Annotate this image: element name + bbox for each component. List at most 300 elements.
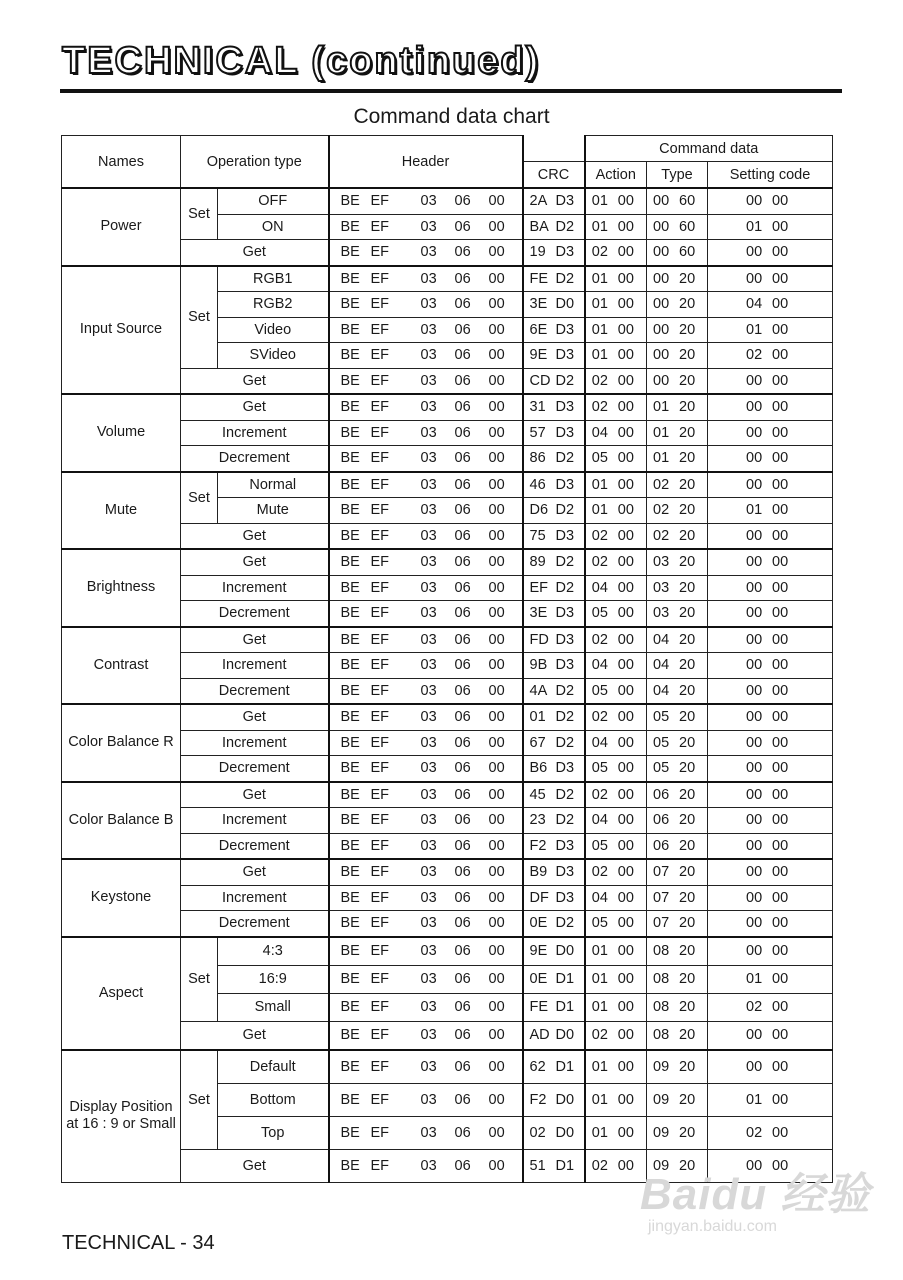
type-byte: 00 <box>653 347 670 364</box>
header-bytes-cell <box>329 549 523 575</box>
setting-code-byte: 00 <box>772 999 789 1015</box>
action-cell <box>585 937 647 966</box>
setting-code-cell <box>708 1021 833 1050</box>
operation-cell: Top <box>218 1116 329 1149</box>
setting-code-cell <box>708 1083 833 1116</box>
header-bytes-cell <box>329 343 523 369</box>
set-cell: Set <box>181 472 218 524</box>
type-byte: 00 <box>653 296 670 313</box>
header-byte: BE <box>340 605 360 622</box>
type-cell <box>647 704 708 730</box>
crc-byte: 23 <box>529 812 546 829</box>
table-row <box>62 394 833 420</box>
action-byte: 05 <box>591 915 608 932</box>
crc-byte: D2 <box>555 786 575 803</box>
header-byte: 03 <box>420 786 437 803</box>
type-cell <box>647 420 708 446</box>
type-byte: 02 <box>653 527 670 544</box>
action-byte: 02 <box>591 372 608 389</box>
action-byte: 00 <box>617 193 634 210</box>
type-byte: 05 <box>653 734 670 751</box>
crc-byte: D3 <box>555 424 575 441</box>
table-row <box>62 627 833 653</box>
setting-code-byte: 00 <box>746 864 763 881</box>
header-bytes-cell <box>329 1050 523 1084</box>
action-byte: 00 <box>617 915 634 932</box>
action-cell <box>585 446 647 472</box>
type-byte: 20 <box>679 812 696 829</box>
crc-byte: F2 <box>529 837 547 854</box>
header-byte: 06 <box>454 579 471 596</box>
action-byte: 01 <box>591 270 608 287</box>
action-byte: 01 <box>591 321 608 338</box>
action-byte: 00 <box>617 1157 634 1174</box>
header-byte: 03 <box>420 218 437 235</box>
action-byte: 02 <box>591 786 608 803</box>
header-byte: 00 <box>488 554 505 571</box>
crc-byte: D1 <box>555 1157 575 1174</box>
action-cell <box>585 1050 647 1084</box>
setting-code-byte: 00 <box>772 270 789 287</box>
action-cell <box>585 188 647 214</box>
watermark-url: jingyan.baidu.com <box>648 1218 777 1235</box>
crc-cell <box>523 653 585 679</box>
action-byte: 01 <box>591 193 608 210</box>
action-byte: 02 <box>591 399 608 416</box>
header-byte: BE <box>340 193 360 210</box>
header-byte: 06 <box>454 605 471 622</box>
header-byte: BE <box>340 424 360 441</box>
header-byte: BE <box>340 999 360 1015</box>
type-cell <box>647 266 708 292</box>
crc-byte: 2A <box>529 193 548 210</box>
header-bytes-cell <box>329 730 523 756</box>
action-byte: 01 <box>591 296 608 313</box>
action-byte: 02 <box>591 244 608 261</box>
type-byte: 07 <box>653 864 670 881</box>
header-byte: 03 <box>420 1058 437 1075</box>
action-byte: 00 <box>617 864 634 881</box>
row-name-cell: Color Balance B <box>62 782 181 860</box>
action-byte: 00 <box>617 450 634 467</box>
action-cell <box>585 808 647 834</box>
header-byte: EF <box>370 554 390 571</box>
crc-cell <box>523 1021 585 1050</box>
header-byte: BE <box>340 244 360 261</box>
setting-code-cell <box>708 420 833 446</box>
header-byte: 06 <box>454 786 471 803</box>
header-byte: BE <box>340 915 360 932</box>
crc-cell <box>523 292 585 318</box>
header-byte: 03 <box>420 1157 437 1174</box>
type-cell <box>647 368 708 394</box>
type-byte: 07 <box>653 915 670 932</box>
action-byte: 00 <box>617 709 634 726</box>
header-byte: BE <box>340 296 360 313</box>
action-byte: 04 <box>591 889 608 906</box>
header-byte: EF <box>370 605 390 622</box>
action-byte: 00 <box>617 889 634 906</box>
action-byte: 02 <box>591 864 608 881</box>
header-byte: BE <box>340 971 360 987</box>
action-byte: 04 <box>591 657 608 674</box>
setting-code-byte: 00 <box>772 296 789 313</box>
setting-code-byte: 00 <box>772 372 789 389</box>
setting-code-cell <box>708 292 833 318</box>
type-byte: 20 <box>679 347 696 364</box>
header-byte: 03 <box>420 372 437 389</box>
setting-code-cell <box>708 937 833 966</box>
header-bytes-cell <box>329 266 523 292</box>
crc-byte: 3E <box>529 296 548 313</box>
header-byte: 06 <box>454 527 471 544</box>
crc-byte: 3E <box>529 605 548 622</box>
type-byte: 20 <box>679 1157 696 1174</box>
action-byte: 05 <box>591 450 608 467</box>
setting-code-byte: 00 <box>746 527 763 544</box>
crc-cell <box>523 808 585 834</box>
crc-cell <box>523 678 585 704</box>
header-byte: BE <box>340 709 360 726</box>
header-byte: 06 <box>454 999 471 1015</box>
type-byte: 20 <box>679 450 696 467</box>
header-byte: EF <box>370 657 390 674</box>
setting-code-byte: 00 <box>746 270 763 287</box>
header-byte: EF <box>370 527 390 544</box>
setting-code-byte: 00 <box>772 1027 789 1043</box>
type-byte: 04 <box>653 631 670 648</box>
operation-cell: Decrement <box>181 601 329 627</box>
crc-byte: 62 <box>529 1058 546 1075</box>
type-byte: 08 <box>653 943 670 959</box>
action-byte: 05 <box>591 682 608 699</box>
header-byte: 00 <box>488 218 505 235</box>
header-byte: EF <box>370 812 390 829</box>
action-cell <box>585 343 647 369</box>
action-byte: 00 <box>617 837 634 854</box>
type-byte: 03 <box>653 554 670 571</box>
action-cell <box>585 575 647 601</box>
header-bytes-cell <box>329 833 523 859</box>
operation-cell: Decrement <box>181 833 329 859</box>
header-byte: EF <box>370 786 390 803</box>
type-cell <box>647 394 708 420</box>
setting-code-cell <box>708 859 833 885</box>
header-bytes-cell <box>329 627 523 653</box>
header-bytes-cell <box>329 575 523 601</box>
chart-subtitle: Command data chart <box>353 105 550 128</box>
header-byte: 03 <box>420 760 437 777</box>
setting-code-byte: 00 <box>746 554 763 571</box>
crc-byte: FE <box>529 270 549 287</box>
operation-cell: Get <box>181 1149 329 1182</box>
header-byte: 06 <box>454 682 471 699</box>
crc-cell <box>523 833 585 859</box>
operation-cell: Normal <box>218 472 329 498</box>
header-byte: BE <box>340 864 360 881</box>
setting-code-byte: 00 <box>746 915 763 932</box>
header-byte: 03 <box>420 1124 437 1141</box>
header-header: Header <box>329 136 523 189</box>
setting-code-byte: 00 <box>772 1058 789 1075</box>
crc-byte: 6E <box>529 321 548 338</box>
type-byte: 20 <box>679 1027 696 1043</box>
type-byte: 09 <box>653 1091 670 1108</box>
header-byte: 00 <box>488 450 505 467</box>
header-byte: 06 <box>454 971 471 987</box>
table-row <box>62 549 833 575</box>
crc-byte: D2 <box>555 554 575 571</box>
setting-code-byte: 00 <box>772 1124 789 1141</box>
type-cell <box>647 472 708 498</box>
header-byte: 03 <box>420 1027 437 1043</box>
header-byte: EF <box>370 889 390 906</box>
action-cell <box>585 911 647 937</box>
header-byte: 06 <box>454 424 471 441</box>
title-underline <box>60 89 842 93</box>
action-byte: 04 <box>591 734 608 751</box>
header-byte: 00 <box>488 786 505 803</box>
action-byte: 00 <box>617 476 634 493</box>
setting-code-cell <box>708 993 833 1021</box>
table-row <box>62 859 833 885</box>
crc-cell <box>523 472 585 498</box>
operation-cell: Get <box>181 394 329 420</box>
row-name-cell: Color Balance R <box>62 704 181 782</box>
operation-cell: Get <box>181 859 329 885</box>
action-byte: 00 <box>617 347 634 364</box>
header-byte: BE <box>340 218 360 235</box>
action-byte: 00 <box>617 812 634 829</box>
operation-cell: 16:9 <box>218 965 329 993</box>
setting-code-byte: 00 <box>746 1058 763 1075</box>
header-byte: 00 <box>488 1058 505 1075</box>
header-byte: 06 <box>454 864 471 881</box>
type-byte: 20 <box>679 502 696 519</box>
header-byte: BE <box>340 554 360 571</box>
crc-byte: 45 <box>529 786 546 803</box>
crc-byte: B6 <box>529 760 548 777</box>
action-cell <box>585 833 647 859</box>
setting-code-byte: 01 <box>746 218 763 235</box>
operation-cell: Increment <box>181 420 329 446</box>
action-byte: 00 <box>617 502 634 519</box>
type-byte: 03 <box>653 579 670 596</box>
crc-byte: 0E <box>529 915 548 932</box>
setting-code-cell <box>708 965 833 993</box>
header-byte: EF <box>370 1058 390 1075</box>
setting-code-cell <box>708 498 833 524</box>
crc-cell <box>523 911 585 937</box>
action-byte: 00 <box>617 244 634 261</box>
header-bytes-cell <box>329 1116 523 1149</box>
setting-code-byte: 00 <box>772 915 789 932</box>
header-byte: 00 <box>488 193 505 210</box>
type-cell <box>647 653 708 679</box>
setting-code-cell <box>708 446 833 472</box>
header-bytes-cell <box>329 859 523 885</box>
operation-cell: RGB1 <box>218 266 329 292</box>
action-byte: 04 <box>591 812 608 829</box>
row-name-cell: Volume <box>62 394 181 472</box>
header-byte: EF <box>370 734 390 751</box>
header-byte: BE <box>340 734 360 751</box>
type-byte: 20 <box>679 579 696 596</box>
header-byte: EF <box>370 1091 390 1108</box>
operation-cell: Increment <box>181 575 329 601</box>
header-bytes-cell <box>329 292 523 318</box>
header-byte: EF <box>370 682 390 699</box>
setting-code-byte: 00 <box>746 193 763 210</box>
crc-cell <box>523 937 585 966</box>
header-byte: 00 <box>488 889 505 906</box>
header-byte: EF <box>370 760 390 777</box>
crc-byte: D3 <box>555 399 575 416</box>
action-byte: 00 <box>617 579 634 596</box>
type-cell <box>647 1116 708 1149</box>
operation-cell: Increment <box>181 730 329 756</box>
header-byte: 03 <box>420 605 437 622</box>
header-byte: EF <box>370 321 390 338</box>
type-cell <box>647 756 708 782</box>
crc-byte: D2 <box>555 579 575 596</box>
operation-cell: Default <box>218 1050 329 1084</box>
setting-code-byte: 00 <box>746 760 763 777</box>
setting-code-byte: 00 <box>746 372 763 389</box>
setting-code-byte: 00 <box>772 682 789 699</box>
type-cell <box>647 188 708 214</box>
type-byte: 20 <box>679 657 696 674</box>
setting-code-cell <box>708 730 833 756</box>
setting-code-byte: 00 <box>772 786 789 803</box>
action-byte: 00 <box>617 372 634 389</box>
action-byte: 00 <box>617 971 634 987</box>
crc-byte: 31 <box>529 399 546 416</box>
header-byte: 00 <box>488 296 505 313</box>
crc-cell <box>523 523 585 549</box>
action-cell <box>585 317 647 343</box>
setting-code-byte: 00 <box>772 605 789 622</box>
header-byte: 00 <box>488 244 505 261</box>
header-byte: 03 <box>420 399 437 416</box>
action-byte: 01 <box>591 347 608 364</box>
header-bytes-cell <box>329 420 523 446</box>
type-cell <box>647 498 708 524</box>
row-name-cell: Aspect <box>62 937 181 1050</box>
header-byte: 06 <box>454 218 471 235</box>
header-byte: 00 <box>488 347 505 364</box>
header-bytes-cell <box>329 1021 523 1050</box>
type-byte: 20 <box>679 971 696 987</box>
header-byte: BE <box>340 1124 360 1141</box>
header-byte: BE <box>340 943 360 959</box>
type-cell <box>647 446 708 472</box>
type-cell <box>647 240 708 266</box>
crc-byte: 75 <box>529 527 546 544</box>
header-byte: 00 <box>488 1157 505 1174</box>
setting-code-byte: 00 <box>746 786 763 803</box>
header-byte: 00 <box>488 864 505 881</box>
action-cell <box>585 1116 647 1149</box>
action-byte: 00 <box>617 605 634 622</box>
header-byte: 03 <box>420 554 437 571</box>
header-byte: BE <box>340 579 360 596</box>
setting-code-byte: 00 <box>772 450 789 467</box>
setting-code-cell <box>708 214 833 240</box>
type-cell <box>647 911 708 937</box>
header-byte: EF <box>370 579 390 596</box>
action-byte: 02 <box>591 709 608 726</box>
crc-cell <box>523 627 585 653</box>
header-byte: 03 <box>420 812 437 829</box>
crc-cell <box>523 240 585 266</box>
header-byte: EF <box>370 971 390 987</box>
action-byte: 01 <box>591 1124 608 1141</box>
action-byte: 00 <box>617 399 634 416</box>
setting-code-byte: 00 <box>746 631 763 648</box>
setting-code-byte: 01 <box>746 321 763 338</box>
setting-code-byte: 00 <box>746 943 763 959</box>
crc-byte: 51 <box>529 1157 546 1174</box>
crc-byte: D3 <box>555 889 575 906</box>
crc-byte: FD <box>529 631 549 648</box>
crc-byte: 19 <box>529 244 546 261</box>
action-cell <box>585 292 647 318</box>
action-byte: 01 <box>591 502 608 519</box>
header-byte: BE <box>340 837 360 854</box>
type-byte: 20 <box>679 372 696 389</box>
header-byte: 00 <box>488 605 505 622</box>
type-byte: 20 <box>679 943 696 959</box>
operation-cell: 4:3 <box>218 937 329 966</box>
type-cell <box>647 808 708 834</box>
header-byte: 00 <box>488 760 505 777</box>
action-byte: 00 <box>617 554 634 571</box>
header-byte: 00 <box>488 399 505 416</box>
type-byte: 20 <box>679 786 696 803</box>
action-cell <box>585 782 647 808</box>
operation-cell: ON <box>218 214 329 240</box>
header-byte: 06 <box>454 321 471 338</box>
setting-code-byte: 00 <box>772 631 789 648</box>
crc-byte: D0 <box>555 1091 575 1108</box>
action-cell <box>585 472 647 498</box>
header-byte: 00 <box>488 971 505 987</box>
crc-cell <box>523 575 585 601</box>
type-byte: 00 <box>653 244 670 261</box>
operation-cell: Decrement <box>181 446 329 472</box>
header-byte: 03 <box>420 347 437 364</box>
setting-code-cell <box>708 472 833 498</box>
header-bytes-cell <box>329 317 523 343</box>
header-bytes-cell <box>329 368 523 394</box>
crc-cell <box>523 214 585 240</box>
type-byte: 09 <box>653 1157 670 1174</box>
header-bytes-cell <box>329 911 523 937</box>
crc-byte: D6 <box>529 502 549 519</box>
setting-code-byte: 00 <box>746 1157 763 1174</box>
setting-code-byte: 00 <box>772 837 789 854</box>
crc-cell <box>523 704 585 730</box>
type-byte: 60 <box>679 193 696 210</box>
crc-byte: EF <box>529 579 549 596</box>
type-byte: 08 <box>653 1027 670 1043</box>
header-byte: 06 <box>454 296 471 313</box>
setting-code-byte: 00 <box>772 1091 789 1108</box>
action-cell <box>585 420 647 446</box>
action-byte: 01 <box>591 1058 608 1075</box>
setting-code-byte: 00 <box>746 812 763 829</box>
